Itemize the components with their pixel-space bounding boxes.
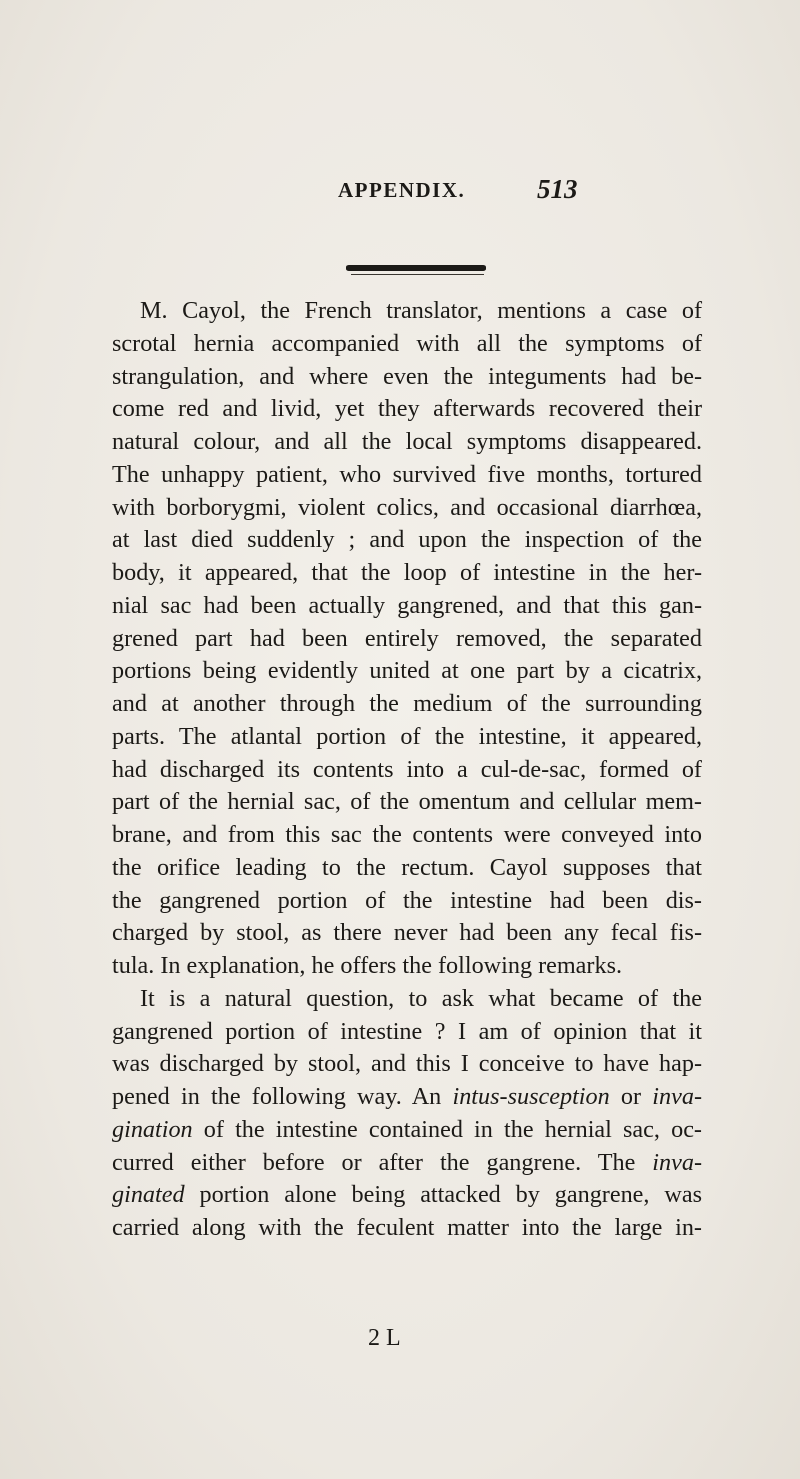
italic-term: ginated	[112, 1181, 185, 1209]
text-line	[112, 1114, 702, 1147]
text-line: It is a natural question, to ask what became of the	[140, 984, 702, 1012]
text-line: grened part had been entirely removed, the separated	[112, 624, 702, 652]
text-line: natural colour, and all the local symptoms disappeared.	[112, 428, 702, 455]
text-run: pened in the following way. An	[112, 1083, 453, 1110]
running-head	[0, 174, 800, 212]
text-line: body, it appeared, that the loop of intestine in the her-	[112, 559, 702, 586]
text-line: had discharged its contents into a cul-de-sac, formed of	[112, 755, 702, 783]
italic-term: gination	[112, 1115, 193, 1143]
page-number: 513	[537, 174, 578, 204]
running-title: APPENDIX.	[338, 178, 466, 202]
text-line: tula. In explanation, he offers the following remarks.	[112, 952, 623, 979]
text-line: scrotal hernia accompanied with all the symptoms of	[112, 329, 702, 357]
text-run: curred either before or after the gangrene. The	[112, 1148, 653, 1176]
text-line: was discharged by stool, and this I conceive to have hap-	[112, 1050, 702, 1078]
text-line: come red and livid, yet they afterwards recovered their	[112, 395, 702, 423]
head-rule	[346, 265, 486, 271]
text-line: parts. The atlantal portion of the intestine, it appeared,	[112, 722, 702, 750]
text-line: The unhappy patient, who survived five months, tortured	[112, 460, 702, 488]
text-line: with borborygmi, violent colics, and occasional diarrhœa,	[112, 493, 702, 521]
text-run: or	[609, 1083, 653, 1110]
printer-signature-mark: 2 L	[368, 1325, 401, 1351]
text-line: nial sac had been actually gangrened, and that this gan-	[112, 591, 702, 619]
text-line: and at another through the medium of the surrounding	[112, 690, 702, 717]
text-line: M. Cayol, the French translator, mentions a case of	[140, 297, 702, 324]
text-run: of the intestine contained in the hernial sac, oc-	[192, 1115, 702, 1143]
text-line: charged by stool, as there never had been any fecal fis-	[112, 919, 702, 947]
text-line: brane, and from this sac the contents were conveyed into	[112, 821, 702, 848]
italic-term: inva-	[652, 1083, 702, 1110]
italic-term: inva-	[652, 1148, 702, 1176]
text-run: portion alone being attacked by gangrene, was	[184, 1181, 702, 1209]
text-line: carried along with the feculent matter into the large in-	[112, 1214, 702, 1241]
head-rule-hairline	[351, 274, 484, 275]
text-line: portions being evidently united at one part by a cicatrix,	[112, 657, 702, 685]
text-line	[112, 1179, 702, 1212]
text-line: the gangrened portion of the intestine had been dis-	[112, 886, 702, 914]
italic-term: intus-susception	[452, 1083, 610, 1110]
text-line: gangrened portion of intestine ? I am of opinion that it	[112, 1017, 702, 1045]
text-line: at last died suddenly ; and upon the inspection of the	[112, 526, 702, 554]
text-line	[112, 1081, 702, 1114]
text-line	[112, 1147, 702, 1180]
text-line: the orifice leading to the rectum. Cayol supposes that	[112, 853, 702, 881]
text-line: strangulation, and where even the integuments had be-	[112, 362, 702, 390]
text-line: part of the hernial sac, of the omentum and cellular mem-	[112, 788, 702, 816]
body-text	[112, 295, 702, 1245]
